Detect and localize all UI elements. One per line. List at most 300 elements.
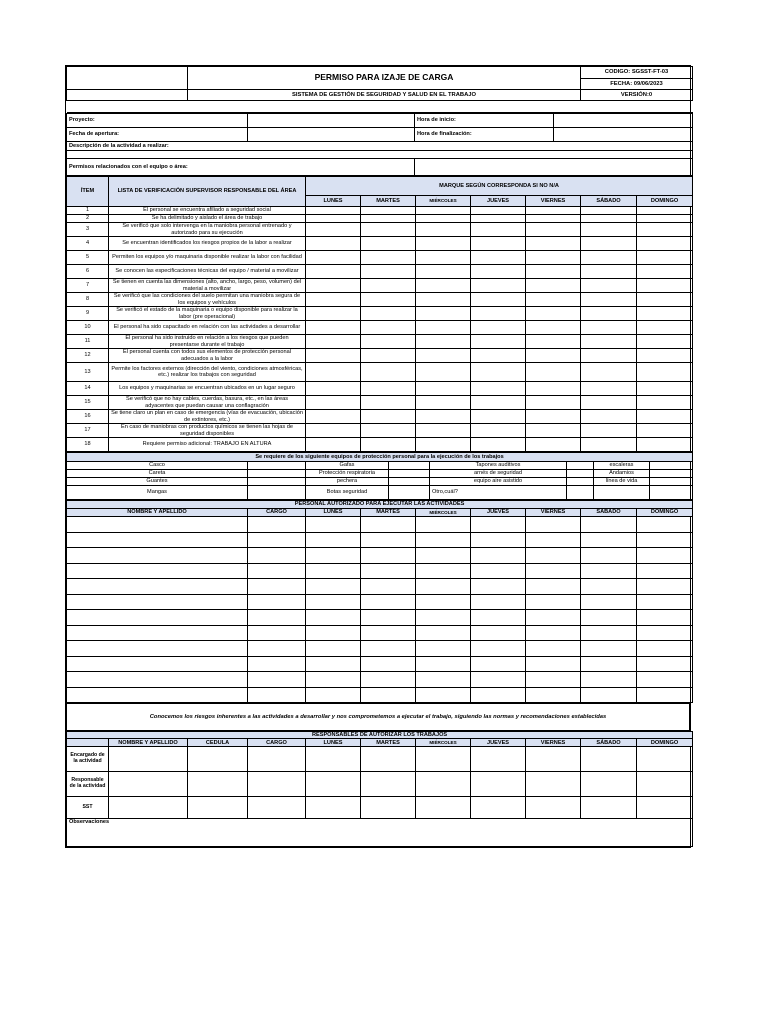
personal-cell[interactable] [526, 594, 581, 610]
personal-cell[interactable] [67, 641, 248, 657]
day-check-cell[interactable] [361, 215, 416, 223]
day-check-cell[interactable] [581, 382, 637, 396]
personal-cell[interactable] [637, 656, 693, 672]
day-check-cell[interactable] [416, 335, 471, 349]
day-check-cell[interactable] [361, 396, 416, 410]
personal-cell[interactable] [306, 532, 361, 548]
personal-cell[interactable] [581, 548, 637, 564]
day-check-cell[interactable] [471, 265, 526, 279]
day-check-cell[interactable] [637, 251, 693, 265]
day-check-cell[interactable] [526, 321, 581, 335]
day-check-cell[interactable] [306, 335, 361, 349]
day-check-cell[interactable] [637, 223, 693, 237]
day-check-cell[interactable] [526, 207, 581, 215]
personal-cell[interactable] [361, 532, 416, 548]
responsable-cell[interactable] [361, 772, 416, 797]
day-check-cell[interactable] [361, 251, 416, 265]
day-check-cell[interactable] [306, 321, 361, 335]
epp-check-cell[interactable] [248, 470, 306, 478]
day-check-cell[interactable] [306, 382, 361, 396]
responsable-cell[interactable] [637, 797, 693, 819]
personal-row [67, 579, 693, 595]
personal-cell[interactable] [526, 548, 581, 564]
day-check-cell[interactable] [637, 349, 693, 363]
personal-cell[interactable] [361, 563, 416, 579]
day-header: LUNES [306, 196, 361, 207]
day-check-cell[interactable] [526, 335, 581, 349]
day-check-cell[interactable] [306, 279, 361, 293]
personal-cell[interactable] [526, 579, 581, 595]
day-check-cell[interactable] [637, 438, 693, 452]
day-check-cell[interactable] [416, 349, 471, 363]
personal-cell[interactable] [361, 656, 416, 672]
day-check-cell[interactable] [581, 321, 637, 335]
day-check-cell[interactable] [471, 424, 526, 438]
day-check-cell[interactable] [361, 223, 416, 237]
personal-cell[interactable] [526, 532, 581, 548]
personal-cell[interactable] [361, 548, 416, 564]
epp-check-cell[interactable] [650, 462, 693, 470]
personal-cell[interactable] [361, 687, 416, 703]
responsable-cell[interactable] [637, 772, 693, 797]
personal-cell[interactable] [67, 532, 248, 548]
responsable-cell[interactable] [188, 797, 248, 819]
personal-cell[interactable] [637, 687, 693, 703]
responsable-cell[interactable] [471, 797, 526, 819]
check-description: El personal cuenta con todos sus elementos de protección personal adecuados a la labor [109, 349, 306, 363]
day-check-cell[interactable] [526, 251, 581, 265]
day-check-cell[interactable] [361, 279, 416, 293]
day-check-cell[interactable] [471, 363, 526, 382]
start-time-field[interactable] [554, 114, 693, 128]
personal-cell[interactable] [361, 610, 416, 626]
epp-item-label: Protección respiratoria [306, 470, 389, 478]
personal-cell[interactable] [67, 672, 248, 688]
day-check-cell[interactable] [581, 410, 637, 424]
day-check-cell[interactable] [637, 424, 693, 438]
day-check-cell[interactable] [361, 410, 416, 424]
personal-cell[interactable] [361, 641, 416, 657]
personal-cell[interactable] [526, 641, 581, 657]
day-check-cell[interactable] [581, 293, 637, 307]
day-check-cell[interactable] [471, 237, 526, 251]
epp-check-cell[interactable] [567, 462, 594, 470]
epp-check-cell[interactable] [567, 478, 594, 486]
epp-check-cell[interactable] [650, 470, 693, 478]
day-check-cell[interactable] [306, 293, 361, 307]
personal-cell[interactable] [416, 563, 471, 579]
day-check-cell[interactable] [637, 382, 693, 396]
responsable-cell[interactable] [471, 747, 526, 772]
responsable-cell[interactable] [637, 747, 693, 772]
day-check-cell[interactable] [416, 279, 471, 293]
personal-cell[interactable] [306, 563, 361, 579]
opening-date-field[interactable] [248, 128, 415, 142]
personal-cell[interactable] [471, 579, 526, 595]
personal-cell[interactable] [248, 532, 306, 548]
day-check-cell[interactable] [416, 237, 471, 251]
day-check-cell[interactable] [361, 424, 416, 438]
day-check-cell[interactable] [471, 349, 526, 363]
personal-cell[interactable] [306, 548, 361, 564]
day-check-cell[interactable] [416, 207, 471, 215]
personal-cell[interactable] [248, 548, 306, 564]
personal-row [67, 594, 693, 610]
day-check-cell[interactable] [471, 223, 526, 237]
personal-cell[interactable] [306, 594, 361, 610]
day-check-cell[interactable] [306, 410, 361, 424]
day-check-cell[interactable] [471, 396, 526, 410]
day-check-cell[interactable] [637, 279, 693, 293]
personal-cell[interactable] [637, 625, 693, 641]
personal-cell[interactable] [471, 594, 526, 610]
day-check-cell[interactable] [526, 223, 581, 237]
responsable-cell[interactable] [306, 797, 361, 819]
responsable-cell[interactable] [109, 747, 188, 772]
personal-cell[interactable] [306, 656, 361, 672]
personal-cell[interactable] [416, 610, 471, 626]
day-check-cell[interactable] [361, 438, 416, 452]
personal-cell[interactable] [637, 548, 693, 564]
epp-check-cell[interactable] [389, 470, 430, 478]
personal-cell[interactable] [416, 687, 471, 703]
personal-cell[interactable] [526, 687, 581, 703]
responsable-cell[interactable] [471, 772, 526, 797]
personal-cell[interactable] [416, 656, 471, 672]
day-check-cell[interactable] [526, 382, 581, 396]
day-check-cell[interactable] [416, 265, 471, 279]
day-check-cell[interactable] [637, 410, 693, 424]
epp-check-cell[interactable] [389, 478, 430, 486]
responsable-cell[interactable] [188, 747, 248, 772]
responsable-cell[interactable] [248, 797, 306, 819]
day-check-cell[interactable] [526, 363, 581, 382]
responsable-cell[interactable] [526, 797, 581, 819]
day-check-cell[interactable] [581, 251, 637, 265]
personal-cell[interactable] [637, 563, 693, 579]
day-check-cell[interactable] [361, 237, 416, 251]
day-check-cell[interactable] [416, 215, 471, 223]
day-check-cell[interactable] [581, 215, 637, 223]
day-check-cell[interactable] [416, 321, 471, 335]
responsable-cell[interactable] [109, 772, 188, 797]
personal-cell[interactable] [67, 579, 248, 595]
day-check-cell[interactable] [526, 279, 581, 293]
checklist-row [67, 215, 693, 223]
day-check-cell[interactable] [526, 396, 581, 410]
personal-cell[interactable] [416, 625, 471, 641]
day-check-cell[interactable] [471, 293, 526, 307]
related-permits-label: Permisos relacionados con el equipo o área: [67, 159, 415, 176]
day-check-cell[interactable] [637, 207, 693, 215]
personal-cell[interactable] [248, 517, 306, 533]
personal-cell[interactable] [248, 687, 306, 703]
day-check-cell[interactable] [416, 363, 471, 382]
day-check-cell[interactable] [526, 349, 581, 363]
day-check-cell[interactable] [361, 293, 416, 307]
day-check-cell[interactable] [306, 215, 361, 223]
epp-check-cell[interactable] [650, 486, 693, 500]
personal-cell[interactable] [471, 517, 526, 533]
responsable-cell[interactable] [361, 747, 416, 772]
day-check-cell[interactable] [581, 307, 637, 321]
day-check-cell[interactable] [471, 251, 526, 265]
personal-cell[interactable] [416, 579, 471, 595]
personal-cell[interactable] [637, 579, 693, 595]
day-check-cell[interactable] [526, 438, 581, 452]
personal-cell[interactable] [637, 672, 693, 688]
personal-cell[interactable] [581, 563, 637, 579]
day-check-cell[interactable] [361, 363, 416, 382]
day-check-cell[interactable] [637, 307, 693, 321]
personal-cell[interactable] [248, 641, 306, 657]
day-check-cell[interactable] [471, 335, 526, 349]
day-check-cell[interactable] [361, 307, 416, 321]
responsable-cell[interactable] [526, 747, 581, 772]
day-check-cell[interactable] [306, 349, 361, 363]
personal-cell[interactable] [526, 517, 581, 533]
personal-cell[interactable] [637, 517, 693, 533]
day-check-cell[interactable] [306, 396, 361, 410]
description-label: Descripción de la actividad a realizar: [67, 142, 693, 151]
personal-cell[interactable] [67, 625, 248, 641]
personal-cell[interactable] [67, 563, 248, 579]
day-check-cell[interactable] [637, 396, 693, 410]
personal-cell[interactable] [361, 517, 416, 533]
personal-cell[interactable] [581, 687, 637, 703]
day-check-cell[interactable] [581, 279, 637, 293]
day-check-cell[interactable] [581, 223, 637, 237]
personal-cell[interactable] [526, 672, 581, 688]
responsable-cell[interactable] [581, 797, 637, 819]
day-check-cell[interactable] [526, 215, 581, 223]
responsable-cell[interactable] [416, 797, 471, 819]
day-check-cell[interactable] [637, 265, 693, 279]
responsable-cell[interactable] [109, 797, 188, 819]
day-check-cell[interactable] [471, 279, 526, 293]
personal-cell[interactable] [416, 672, 471, 688]
version-label: VERSIÓN:0 [581, 90, 693, 101]
day-check-cell[interactable] [416, 251, 471, 265]
day-check-cell[interactable] [361, 335, 416, 349]
personal-cell[interactable] [581, 656, 637, 672]
personal-cell[interactable] [361, 594, 416, 610]
personal-cell[interactable] [471, 563, 526, 579]
day-check-cell[interactable] [361, 382, 416, 396]
day-check-cell[interactable] [637, 321, 693, 335]
personal-cell[interactable] [581, 532, 637, 548]
personal-cell[interactable] [67, 610, 248, 626]
personal-cell[interactable] [637, 594, 693, 610]
day-check-cell[interactable] [581, 396, 637, 410]
personal-cell[interactable] [416, 517, 471, 533]
end-time-field[interactable] [554, 128, 693, 142]
personal-cell[interactable] [306, 641, 361, 657]
personal-cell[interactable] [526, 610, 581, 626]
day-check-cell[interactable] [306, 424, 361, 438]
personal-cell[interactable] [637, 532, 693, 548]
personal-cell[interactable] [67, 656, 248, 672]
personal-cell[interactable] [581, 610, 637, 626]
day-check-cell[interactable] [416, 382, 471, 396]
day-check-cell[interactable] [416, 307, 471, 321]
personal-cell[interactable] [581, 625, 637, 641]
responsable-cell[interactable] [581, 747, 637, 772]
day-check-cell[interactable] [526, 265, 581, 279]
day-check-cell[interactable] [361, 265, 416, 279]
responsable-cell[interactable] [416, 747, 471, 772]
epp-check-cell[interactable] [248, 486, 306, 500]
personal-cell[interactable] [248, 594, 306, 610]
personal-cell[interactable] [471, 687, 526, 703]
day-check-cell[interactable] [581, 335, 637, 349]
day-check-cell[interactable] [416, 438, 471, 452]
day-check-cell[interactable] [306, 438, 361, 452]
personal-cell[interactable] [471, 641, 526, 657]
day-check-cell[interactable] [416, 424, 471, 438]
personal-cell[interactable] [581, 517, 637, 533]
project-field[interactable] [248, 114, 415, 128]
responsable-cell[interactable] [581, 772, 637, 797]
personal-cell[interactable] [471, 656, 526, 672]
day-check-cell[interactable] [637, 215, 693, 223]
day-check-cell[interactable] [306, 265, 361, 279]
check-description: Permiten los equipos y/o maquinaria disponible realizar la labor con facilidad [109, 251, 306, 265]
personal-cell[interactable] [637, 641, 693, 657]
personal-cell[interactable] [306, 625, 361, 641]
personal-cell[interactable] [416, 594, 471, 610]
personal-cell[interactable] [306, 517, 361, 533]
day-check-cell[interactable] [526, 293, 581, 307]
personal-cell[interactable] [306, 579, 361, 595]
day-check-cell[interactable] [306, 251, 361, 265]
epp-check-cell[interactable] [650, 478, 693, 486]
responsable-cell[interactable] [361, 797, 416, 819]
day-check-cell[interactable] [637, 293, 693, 307]
personal-cell[interactable] [306, 687, 361, 703]
day-check-cell[interactable] [416, 410, 471, 424]
related-permits-field[interactable] [415, 159, 693, 176]
personal-cell[interactable] [306, 672, 361, 688]
day-check-cell[interactable] [581, 424, 637, 438]
responsable-cell[interactable] [188, 772, 248, 797]
day-check-cell[interactable] [637, 363, 693, 382]
epp-body [67, 462, 693, 500]
personal-cell[interactable] [581, 672, 637, 688]
day-check-cell[interactable] [306, 363, 361, 382]
personal-cell[interactable] [416, 548, 471, 564]
responsable-cell[interactable] [526, 772, 581, 797]
day-check-cell[interactable] [471, 215, 526, 223]
personal-cell[interactable] [416, 532, 471, 548]
responsable-cell[interactable] [248, 747, 306, 772]
epp-check-cell[interactable] [567, 470, 594, 478]
day-check-cell[interactable] [416, 293, 471, 307]
day-check-cell[interactable] [306, 307, 361, 321]
day-check-cell[interactable] [581, 237, 637, 251]
responsable-cell[interactable] [306, 772, 361, 797]
day-check-cell[interactable] [637, 335, 693, 349]
responsable-cell[interactable] [306, 747, 361, 772]
responsable-cell[interactable] [248, 772, 306, 797]
responsable-cell[interactable] [416, 772, 471, 797]
personal-cell[interactable] [248, 656, 306, 672]
day-check-cell[interactable] [361, 321, 416, 335]
personal-cell[interactable] [248, 610, 306, 626]
personal-cell[interactable] [526, 625, 581, 641]
personal-cell[interactable] [67, 548, 248, 564]
epp-check-cell[interactable] [389, 462, 430, 470]
personal-cell[interactable] [248, 625, 306, 641]
personal-cell[interactable] [67, 594, 248, 610]
personal-cell[interactable] [471, 672, 526, 688]
day-check-cell[interactable] [581, 349, 637, 363]
personal-cell[interactable] [471, 610, 526, 626]
personal-cell[interactable] [248, 672, 306, 688]
day-check-cell[interactable] [637, 237, 693, 251]
day-check-cell[interactable] [471, 321, 526, 335]
day-check-cell[interactable] [581, 363, 637, 382]
epp-check-cell[interactable] [389, 486, 430, 500]
personal-cell[interactable] [361, 579, 416, 595]
day-check-cell[interactable] [471, 410, 526, 424]
day-check-cell[interactable] [526, 237, 581, 251]
personal-row [67, 656, 693, 672]
personal-cell[interactable] [361, 672, 416, 688]
day-check-cell[interactable] [581, 438, 637, 452]
day-check-cell[interactable] [306, 223, 361, 237]
personal-cell[interactable] [248, 563, 306, 579]
personal-cell[interactable] [471, 532, 526, 548]
day-check-cell[interactable] [306, 207, 361, 215]
day-check-cell[interactable] [361, 207, 416, 215]
epp-row [67, 478, 693, 486]
day-check-cell[interactable] [526, 424, 581, 438]
day-check-cell[interactable] [471, 438, 526, 452]
day-check-cell[interactable] [526, 307, 581, 321]
observations-field[interactable] [67, 819, 693, 847]
epp-check-cell[interactable] [248, 478, 306, 486]
day-check-cell[interactable] [416, 396, 471, 410]
personal-cell[interactable] [471, 625, 526, 641]
personal-cell[interactable] [471, 548, 526, 564]
personal-cell[interactable] [361, 625, 416, 641]
day-check-cell[interactable] [471, 207, 526, 215]
day-check-cell[interactable] [416, 223, 471, 237]
day-check-cell[interactable] [581, 207, 637, 215]
day-check-cell[interactable] [471, 382, 526, 396]
personal-cell[interactable] [67, 687, 248, 703]
day-check-cell[interactable] [581, 265, 637, 279]
personal-cell[interactable] [581, 641, 637, 657]
epp-check-cell[interactable] [248, 462, 306, 470]
personal-cell[interactable] [306, 610, 361, 626]
personal-cell[interactable] [248, 579, 306, 595]
day-check-cell[interactable] [471, 307, 526, 321]
personal-cell[interactable] [416, 641, 471, 657]
personal-cell[interactable] [581, 579, 637, 595]
personal-cell[interactable] [67, 517, 248, 533]
personal-cell[interactable] [526, 656, 581, 672]
epp-check-cell[interactable] [567, 486, 594, 500]
day-check-cell[interactable] [361, 349, 416, 363]
day-check-cell[interactable] [306, 237, 361, 251]
day-check-cell[interactable] [526, 410, 581, 424]
description-field[interactable] [67, 151, 693, 159]
personal-cell[interactable] [581, 594, 637, 610]
personal-cell[interactable] [526, 563, 581, 579]
personal-cell[interactable] [637, 610, 693, 626]
